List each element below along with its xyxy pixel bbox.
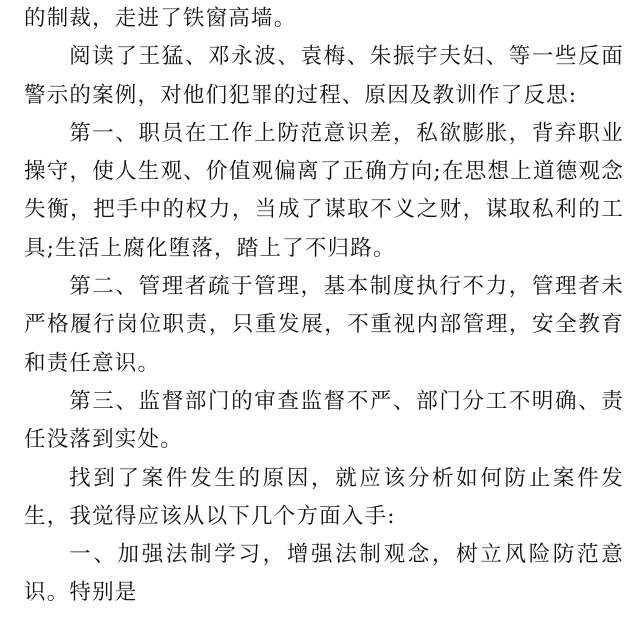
paragraph-continued-intro: 的制裁，走进了铁窗高墙。 xyxy=(24,6,297,31)
paragraph-prevention: 找到了案件发生的原因，就应该分析如何防止案件发生，我觉得应该从以下几个方面入手: xyxy=(24,465,624,529)
paragraph-point-two: 第二、管理者疏于管理，基本制度执行不力，管理者未严格履行岗位职责，只重发展，不重视内部管理，安全教育和责任意识。 xyxy=(24,274,624,376)
paragraph-measure-one: 一、加强法制学习，增强法制观念，树立风险防范意识。特别是 xyxy=(24,542,624,606)
paragraph-point-three: 第三、监督部门的审查监督不严、部门分工不明确、责任没落到实处。 xyxy=(24,388,624,453)
paragraph-point-one: 第一、职员在工作上防范意识差，私欲膨胀，背弃职业操守，使人生观、价值观偏离了正确方向;在思想上道德观念失衡，把手中的权力，当成了谋取不义之财，谋取私利的工具;生活上腐化堕落，踏上了不归路。 xyxy=(24,120,624,261)
paragraph-case-reading: 阅读了王猛、邓永波、袁梅、朱振宇夫妇、等一些反面警示的案例，对他们犯罪的过程、原因及教训作了反思: xyxy=(24,44,624,108)
document-body xyxy=(24,0,624,613)
